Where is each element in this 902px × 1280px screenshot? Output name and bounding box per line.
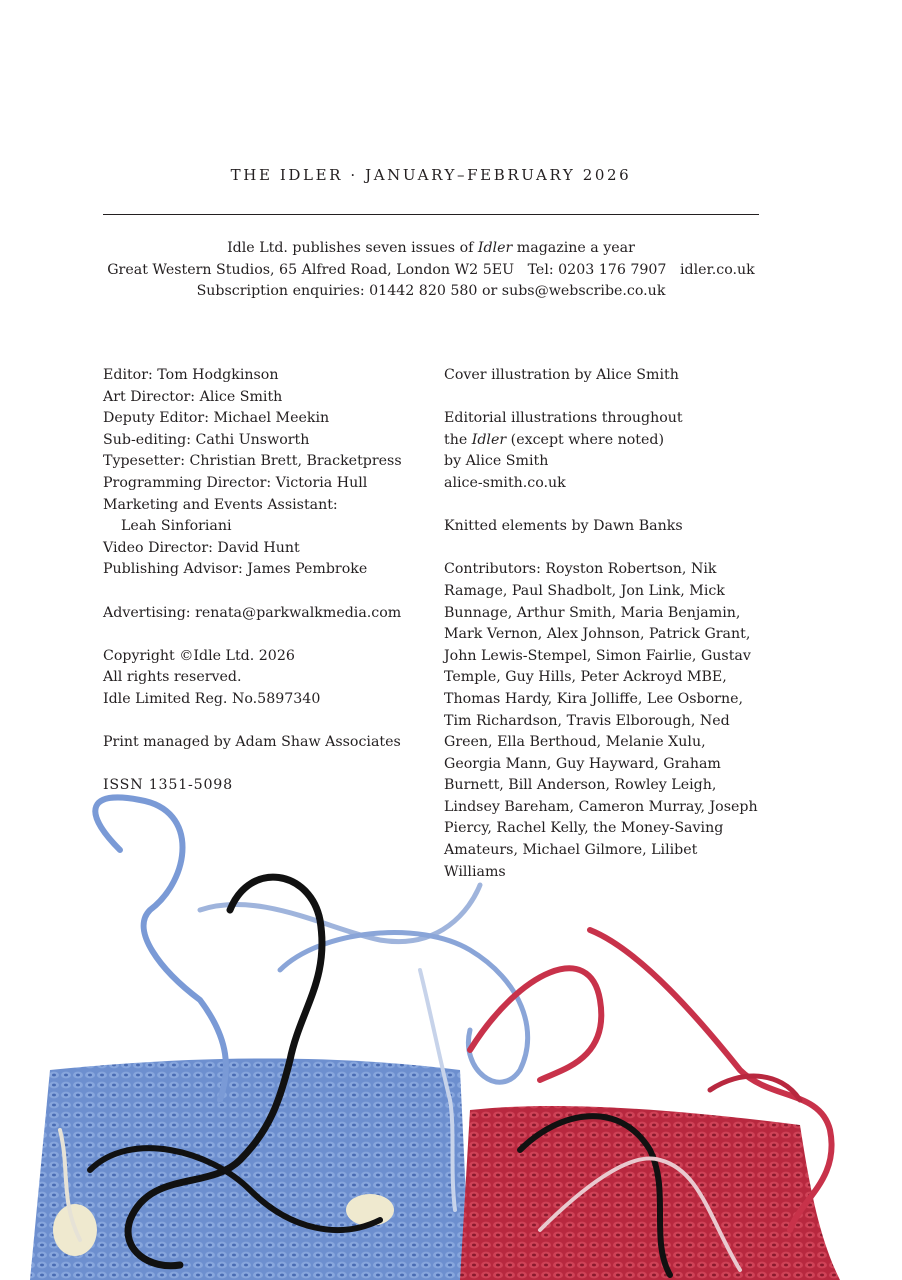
staff-editor: Editor: Tom Hodgkinson (103, 367, 279, 383)
red-knitted-swatch (460, 1106, 840, 1280)
advertising-contact: Advertising: renata@parkwalkmedia.com (103, 604, 402, 621)
staff-publishing-advisor: Publishing Advisor: James Pembroke (103, 561, 368, 578)
subscription-enquiries: Subscription enquiries: 01442 820 580 or subs@webscribe.co.uk (196, 283, 666, 299)
knitted-wool-illustration (0, 770, 902, 1280)
publisher-tel: Tel: 0203 176 7907 (527, 261, 667, 278)
red-yarn-strand (470, 968, 601, 1080)
illustrator-website[interactable]: alice-smith.co.uk (444, 474, 566, 491)
publisher-contact (0, 260, 862, 282)
issn: ISSN 1351-5098 (103, 777, 233, 794)
publisher-info (0, 238, 862, 303)
contributors-list: Contributors: Royston Robertson, Nik Ramage, Paul Shadbolt, Jon Link, Mick Bunnage, Arthur Smith, Maria Benjamin, Mark Vernon, Alex Johnson, Patrick Grant, John Lewis-Stempel, Simon Fairlie, Gustav Temple, Guy Hills, Peter Ackroyd MBE, Thomas Hardy, Kira Jolliffe, Lee Osborne, Tim Richardson, Travis Elborough, Ned Green, Ella Berthoud, Melanie Xulu, Georgia Mann, Guy Hayward, Graham Burnett, Bill Anderson, Rowley Leigh, Lindsey Bareham, Cameron Murray, Joseph Piercy, Rachel Kelly, the Money-Saving Amateurs, Michael Gilmore, Lilibet Williams (444, 561, 758, 880)
masthead: THE IDLER · JANUARY–FEBRUARY 2026 (230, 166, 632, 184)
credits-left-column (103, 365, 423, 818)
masthead-rule (103, 214, 759, 215)
blue-knitted-swatch (30, 1058, 470, 1280)
staff-marketing-name: Leah Sinforiani (121, 518, 232, 535)
staff-typesetter: Typesetter: Christian Brett, Bracketpress (103, 453, 402, 470)
staff-list (103, 365, 423, 581)
editorial-illustrations-credit: Editorial illustrations throughout the Idler (except where noted) by Alice Smith alice-smith.co.uk (444, 408, 760, 494)
publisher-address: Great Western Studios, 65 Alfred Road, London W2 5EU (107, 261, 515, 278)
staff-programming-director: Programming Director: Victoria Hull (103, 474, 368, 491)
staff-marketing-role: Marketing and Events Assistant: (103, 496, 338, 513)
staff-video-director: Video Director: David Hunt (103, 539, 300, 556)
knitted-credit: Knitted elements by Dawn Banks (444, 518, 683, 535)
staff-deputy-editor: Deputy Editor: Michael Meekin (103, 410, 330, 427)
publisher-website[interactable]: idler.co.uk (680, 261, 755, 278)
copyright-notice: Copyright ©Idle Ltd. 2026 All rights reserved. Idle Limited Reg. No.5897340 (103, 647, 321, 707)
blue-yarn-strand (95, 797, 226, 1100)
print-credit: Print managed by Adam Shaw Associates (103, 734, 401, 751)
staff-sub-editing: Sub-editing: Cathi Unsworth (103, 431, 310, 448)
publisher-line: Idle Ltd. publishes seven issues of Idler magazine a year (227, 240, 635, 256)
staff-art-director: Art Director: Alice Smith (103, 388, 283, 405)
cover-credit: Cover illustration by Alice Smith (444, 367, 679, 383)
